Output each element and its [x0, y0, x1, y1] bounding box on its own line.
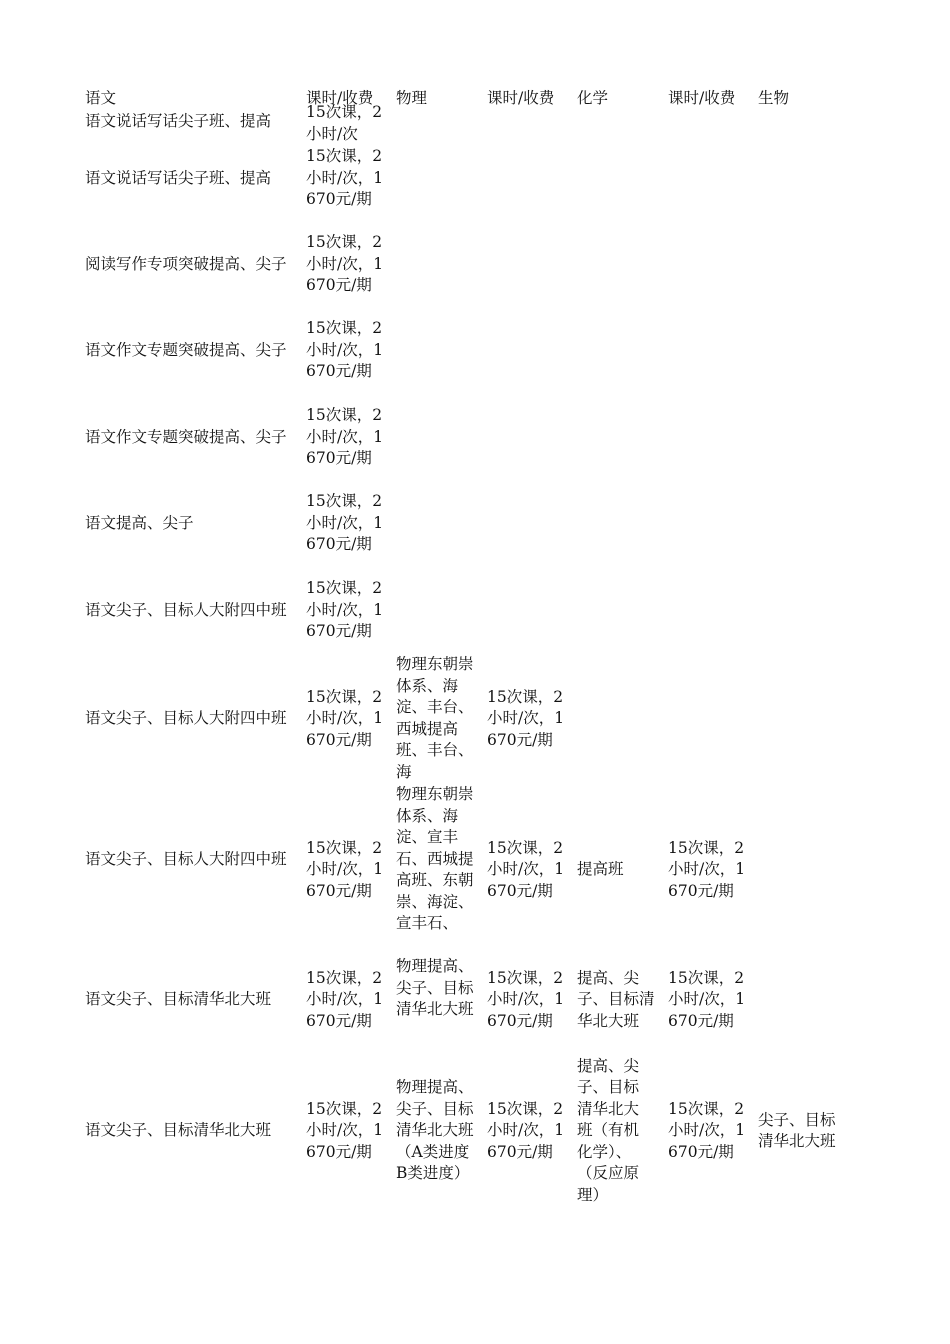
header-physics: 物理 — [396, 89, 428, 107]
header-biology: 生物 — [758, 89, 790, 107]
header-chemistry-fee: 课时/收费 — [668, 89, 736, 107]
table-row-8-physics: 物理东朝崇体系、海淀、宣丰石、西城提高班、东朝崇、海淀、宣丰石、 — [396, 785, 474, 932]
table-row-10-biology: 尖子、目标清华北大班 — [758, 1110, 836, 1150]
table-row-8-chinese: 语文尖子、目标人大附四中班 — [85, 850, 287, 869]
table-row-3-chinese: 语文作文专题突破提高、尖子 — [85, 340, 287, 359]
table-row-0-chinese: 语文说话写话尖子班、提高 — [85, 112, 272, 130]
table-row-10-physics-fee: 15次课，2小时/次，1670元/期 — [487, 1099, 565, 1161]
table-row-9-chemistry-fee: 15次课，2小时/次，1670元/期 — [668, 968, 746, 1030]
header-chinese-fee: 课时/收费 — [306, 89, 374, 107]
table-row-10-physics: 物理提高、尖子、目标清华北大班（A类进度B类进度） — [396, 1078, 474, 1183]
table-row-5-chinese-fee: 15次课，2小时/次，1670元/期 — [306, 492, 384, 553]
table-row-4-chinese-fee: 15次课，2小时/次，1670元/期 — [306, 406, 384, 467]
table-row-7-physics-fee: 15次课，2小时/次，1670元/期 — [487, 687, 565, 749]
header-chemistry: 化学 — [577, 89, 609, 107]
table-row-0-chinese-fee: 15次课，2小时/次 — [306, 103, 383, 143]
table-row-7-physics: 物理东朝崇体系、海淀、丰台、西城提高班、丰台、海 — [396, 655, 474, 781]
table-row-1-chinese-fee: 15次课，2小时/次，1670元/期 — [306, 147, 384, 208]
table-row-8-physics-fee: 15次课，2小时/次，1670元/期 — [487, 838, 565, 900]
table-row-6-chinese: 语文尖子、目标人大附四中班 — [85, 600, 287, 619]
table-row-5-chinese: 语文提高、尖子 — [85, 513, 194, 532]
table-row-7-chinese: 语文尖子、目标人大附四中班 — [85, 709, 287, 728]
table-row-7-chinese-fee: 15次课，2小时/次，1670元/期 — [306, 687, 384, 749]
table-row-9-physics-fee: 15次课，2小时/次，1670元/期 — [487, 968, 565, 1030]
table-row-4-chinese: 语文作文专题突破提高、尖子 — [85, 427, 287, 446]
table-row-6-chinese-fee: 15次课，2小时/次，1670元/期 — [306, 579, 384, 640]
table-row-9-chinese-fee: 15次课，2小时/次，1670元/期 — [306, 968, 384, 1030]
table-row-9-chemistry: 提高、尖子、目标清华北大班 — [577, 968, 655, 1030]
table-row-9-chinese: 语文尖子、目标清华北大班 — [85, 990, 272, 1009]
table-row-10-chinese-fee: 15次课，2小时/次，1670元/期 — [306, 1099, 384, 1161]
table-row-2-chinese-fee: 15次课，2小时/次，1670元/期 — [306, 233, 384, 294]
table-row-1-chinese: 语文说话写话尖子班、提高 — [85, 168, 272, 187]
table-row-9-physics: 物理提高、尖子、目标清华北大班 — [396, 957, 474, 1018]
table-row-8-chemistry-fee: 15次课，2小时/次，1670元/期 — [668, 838, 746, 900]
header-physics-fee: 课时/收费 — [487, 89, 555, 107]
table-row-8-chemistry: 提高班 — [577, 860, 624, 879]
table-row-10-chemistry-fee: 15次课，2小时/次，1670元/期 — [668, 1099, 746, 1161]
table-row-8-chinese-fee: 15次课，2小时/次，1670元/期 — [306, 838, 384, 900]
header-chinese: 语文 — [85, 89, 117, 107]
table-row-3-chinese-fee: 15次课，2小时/次，1670元/期 — [306, 319, 384, 380]
table-row-10-chemistry: 提高、尖子、目标清华北大班（有机化学）、（反应原理） — [577, 1056, 640, 1204]
table-row-10-chinese: 语文尖子、目标清华北大班 — [85, 1121, 272, 1140]
table-row-2-chinese: 阅读写作专项突破提高、尖子 — [85, 254, 287, 273]
